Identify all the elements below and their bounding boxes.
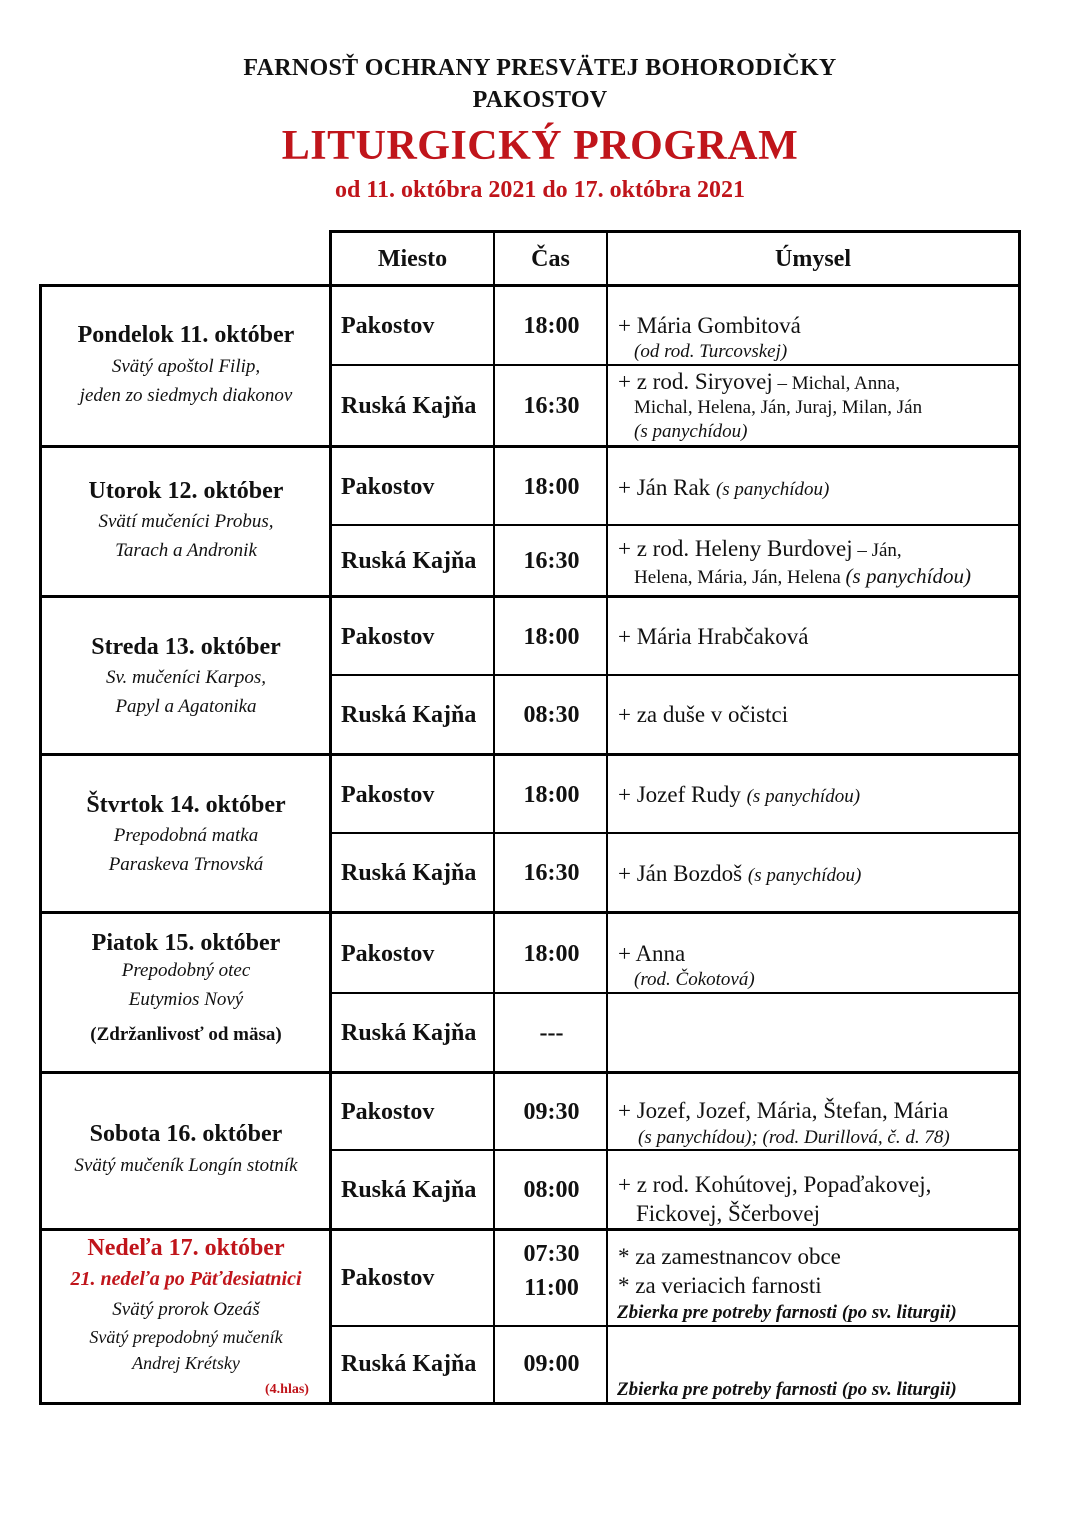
row-time: 11:00 — [524, 1275, 579, 1301]
row-intention — [618, 536, 902, 562]
row-time: 18:00 — [523, 782, 580, 808]
grid-line — [329, 832, 1021, 834]
intention-family: + z rod. Heleny Burdovej — [618, 536, 853, 561]
row-time: --- — [539, 1020, 564, 1046]
day-saint: Sv. mučeníci Karpos, — [105, 667, 267, 688]
day-saint: Svätí mučeníci Probus, — [98, 511, 274, 532]
row-time: 18:00 — [523, 474, 580, 500]
grid-line — [329, 674, 1021, 676]
day-saint: Svätý apoštol Filip, — [111, 356, 261, 377]
intention-names: – Michal, Anna, — [772, 373, 900, 394]
row-intention-names: Michal, Helena, Ján, Juraj, Milan, Ján — [634, 397, 923, 418]
intention-note: (s panychídou) — [746, 786, 861, 807]
row-intention — [618, 369, 900, 395]
intention-note: (s panychídou) — [845, 564, 971, 588]
grid-line — [39, 911, 1021, 914]
collection-note: Zbierka pre potreby farnosti (po sv. liturgii) — [617, 1302, 957, 1323]
row-place: Pakostov — [341, 782, 435, 808]
intention-name: + Jozef Rudy — [618, 782, 747, 807]
grid-line — [329, 1325, 1021, 1327]
row-time: 16:30 — [523, 860, 580, 886]
intention-note: (s panychídou) — [715, 479, 830, 500]
collection-note: Zbierka pre potreby farnosti (po sv. liturgii) — [617, 1379, 957, 1400]
grid-line — [39, 445, 1021, 448]
row-place: Ruská Kajňa — [341, 702, 477, 728]
row-place: Ruská Kajňa — [341, 1020, 477, 1046]
day-saint: Svätý mučeník Longín stotník — [74, 1155, 298, 1176]
day-saint: Paraskeva Trnovská — [108, 854, 264, 875]
grid-line — [329, 364, 1021, 366]
row-time: 08:00 — [523, 1177, 580, 1203]
day-saint: Eutymios Nový — [128, 989, 244, 1010]
row-time: 09:00 — [523, 1351, 580, 1377]
grid-line — [39, 753, 1021, 756]
row-place: Ruská Kajňa — [341, 860, 477, 886]
row-intention: * za veriacich farnosti — [618, 1273, 822, 1298]
day-saint: Andrej Krétsky — [132, 1353, 240, 1373]
row-place: Ruská Kajňa — [341, 1351, 477, 1377]
grid-line — [39, 1228, 1021, 1231]
row-time: 18:00 — [523, 941, 580, 967]
column-header-time: Čas — [531, 246, 570, 272]
parish-name — [0, 52, 1080, 116]
row-intention — [618, 782, 860, 808]
row-place: Pakostov — [341, 1099, 435, 1125]
day-saint: Papyl a Agatonika — [115, 696, 257, 717]
date-range: od 11. októbra 2021 do 17. októbra 2021 — [334, 177, 746, 203]
row-time: 16:30 — [523, 393, 580, 419]
parish-line-1: FARNOSŤ OCHRANY PRESVÄTEJ BOHORODIČKY — [243, 55, 837, 81]
grid-line — [329, 524, 1021, 526]
row-time: 07:30 — [523, 1241, 580, 1267]
fast-note: (Zdržanlivosť od mäsa) — [90, 1024, 282, 1045]
day-saint: jeden zo siedmych diakonov — [79, 385, 293, 406]
row-time: 09:30 — [523, 1099, 580, 1125]
row-place: Ruská Kajňa — [341, 548, 477, 574]
grid-line — [39, 1071, 1021, 1074]
day-name: Štvrtok 14. október — [86, 792, 286, 818]
page-title: LITURGICKÝ PROGRAM — [281, 123, 799, 169]
intention-names: – Ján, — [852, 540, 902, 561]
row-place: Ruská Kajňa — [341, 1177, 477, 1203]
day-name: Nedeľa 17. október — [87, 1235, 285, 1261]
day-name: Sobota 16. október — [89, 1121, 283, 1147]
grid-line — [329, 992, 1021, 994]
column-header-intention: Úmysel — [775, 246, 851, 272]
row-place: Pakostov — [341, 474, 435, 500]
row-time: 16:30 — [523, 548, 580, 574]
row-intention-note: (od rod. Turcovskej) — [634, 341, 788, 362]
day-saint: Svätý prorok Ozeáš — [112, 1299, 260, 1320]
intention-names: Helena, Mária, Ján, Helena — [634, 567, 846, 588]
row-place: Pakostov — [341, 313, 435, 339]
grid-line — [39, 1402, 1021, 1405]
row-intention-names: Fickovej, Ščerbovej — [636, 1201, 820, 1226]
row-intention-names — [634, 564, 971, 589]
day-saint: Prepodobný otec — [121, 960, 251, 981]
row-intention-note: (s panychídou); (rod. Durillová, č. d. 78) — [638, 1127, 950, 1148]
row-intention: + Mária Gombitová — [618, 313, 801, 338]
row-intention: + Jozef, Jozef, Mária, Štefan, Mária — [618, 1098, 949, 1123]
row-intention — [618, 861, 861, 887]
intention-family: + z rod. Siryovej — [618, 369, 773, 394]
day-saint: Prepodobná matka — [113, 825, 259, 846]
day-saint: Svätý prepodobný mučeník — [89, 1327, 283, 1347]
row-intention: + z rod. Kohútovej, Popaďakovej, — [618, 1172, 932, 1197]
row-place: Pakostov — [341, 941, 435, 967]
day-saint: Tarach a Andronik — [115, 540, 257, 561]
day-name: Utorok 12. október — [88, 478, 284, 504]
sunday-title: 21. nedeľa po Päťdesiatnici — [70, 1268, 302, 1290]
row-intention-note: (s panychídou) — [634, 421, 748, 442]
grid-line — [329, 230, 1021, 233]
row-intention: + Mária Hrabčaková — [618, 624, 809, 649]
row-time: 18:00 — [523, 624, 580, 650]
row-place: Pakostov — [341, 1265, 435, 1291]
row-intention: + Anna — [618, 941, 686, 966]
row-time: 08:30 — [523, 702, 580, 728]
column-header-place: Miesto — [377, 246, 448, 272]
grid-line — [39, 284, 1021, 287]
row-place: Ruská Kajňa — [341, 393, 477, 419]
grid-line — [39, 595, 1021, 598]
row-place: Pakostov — [341, 624, 435, 650]
parish-line-2: PAKOSTOV — [472, 87, 608, 113]
row-intention — [618, 475, 829, 501]
row-intention-note: (rod. Čokotová) — [634, 969, 755, 990]
intention-name: + Ján Bozdoš — [618, 861, 748, 886]
day-name: Piatok 15. október — [91, 930, 281, 956]
intention-name: + Ján Rak — [618, 475, 716, 500]
row-intention: * za zamestnancov obce — [618, 1244, 841, 1269]
day-name: Pondelok 11. október — [77, 322, 295, 348]
grid-line — [329, 1149, 1021, 1151]
row-time: 18:00 — [523, 313, 580, 339]
day-name: Streda 13. október — [91, 634, 281, 660]
row-intention: + za duše v očistci — [618, 702, 789, 727]
tone-label: (4.hlas) — [265, 1382, 309, 1397]
intention-note: (s panychídou) — [747, 865, 862, 886]
